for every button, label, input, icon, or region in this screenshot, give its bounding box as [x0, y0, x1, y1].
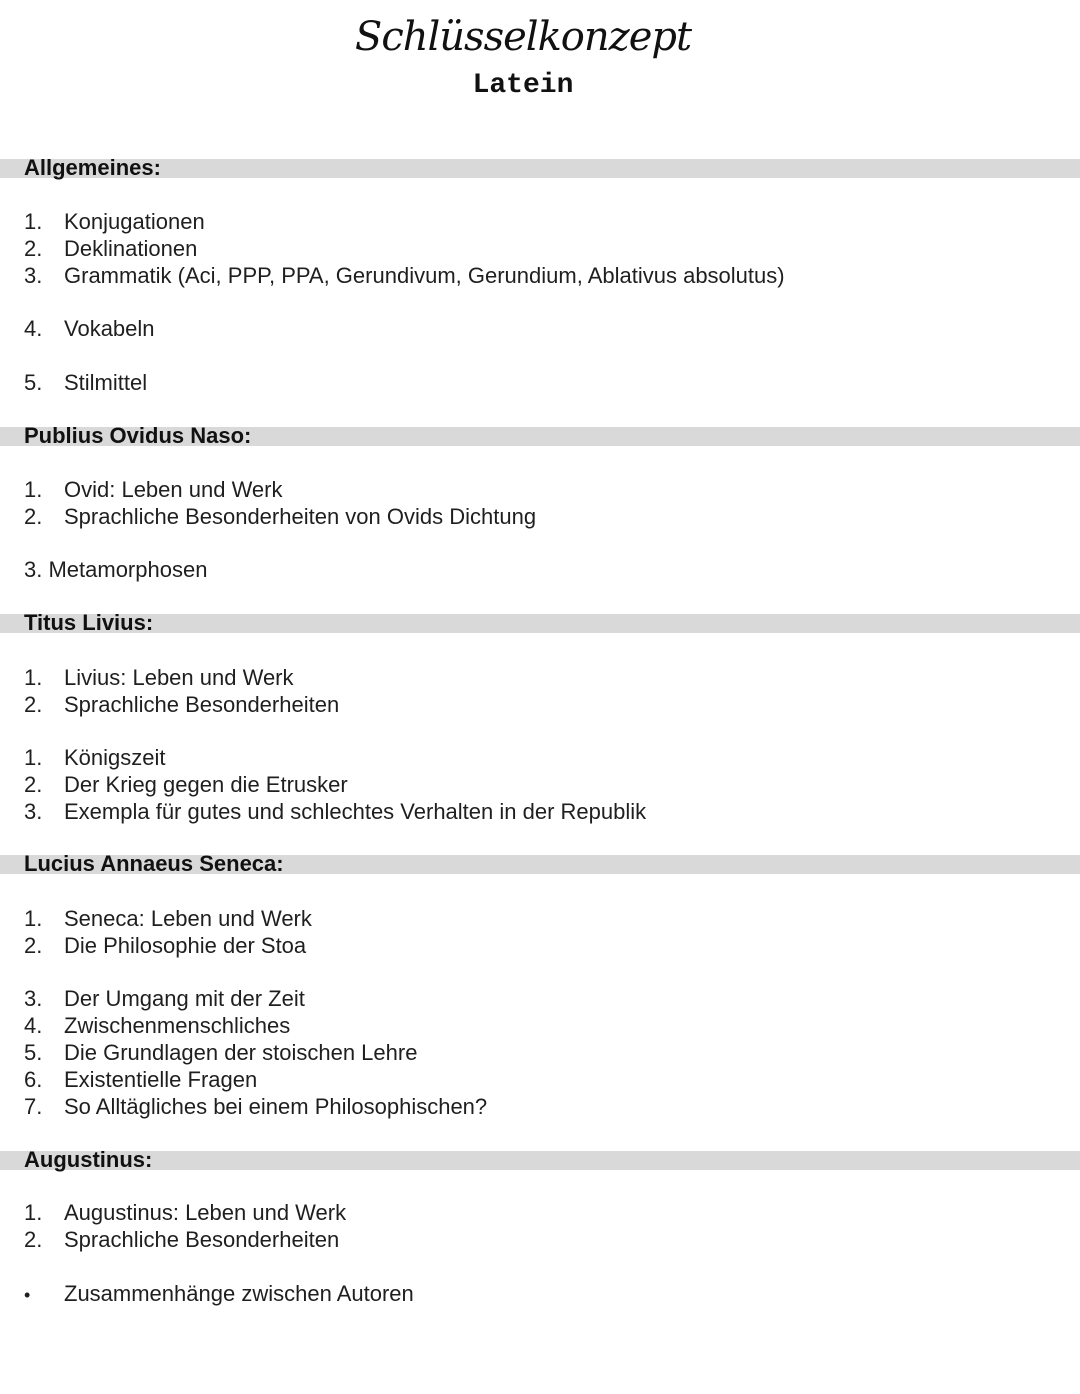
list-item [24, 664, 294, 691]
list-item [24, 208, 205, 235]
item-number: 2. [24, 772, 43, 797]
item-number: 5. [24, 1040, 43, 1065]
item-number: 2. [24, 1227, 43, 1252]
list-item [24, 1226, 339, 1253]
item-text: Exempla für gutes und schlechtes Verhalten in der Republik [64, 799, 647, 824]
item-text: Die Grundlagen der stoischen Lehre [64, 1040, 418, 1065]
item-number: 7. [24, 1094, 43, 1119]
list-item [24, 556, 207, 583]
section-bar-allgemeines [0, 159, 1080, 178]
item-text: So Alltägliches bei einem Philosophischen? [64, 1094, 488, 1119]
list-item [24, 798, 646, 825]
item-text: 3. Metamorphosen [24, 557, 208, 582]
item-number: 6. [24, 1067, 43, 1092]
item-text: Sprachliche Besonderheiten [64, 1227, 340, 1252]
section-heading-allgemeines: Allgemeines: [24, 155, 161, 180]
item-number: 4. [24, 316, 43, 341]
item-number: 2. [24, 236, 43, 261]
item-text: Livius: Leben und Werk [64, 665, 294, 690]
list-item [24, 503, 536, 530]
item-number: 2. [24, 692, 43, 717]
section-bar-livius [0, 614, 1080, 633]
item-text: Zwischenmenschliches [64, 1013, 291, 1038]
list-item [24, 369, 147, 396]
list-item [24, 1039, 417, 1066]
item-text: Vokabeln [64, 316, 155, 341]
section-heading-livius: Titus Livius: [24, 610, 154, 635]
list-item [24, 985, 305, 1012]
list-item [24, 315, 155, 342]
item-text: Existentielle Fragen [64, 1067, 258, 1092]
section-heading-ovid: Publius Ovidus Naso: [24, 423, 252, 448]
item-number: 2. [24, 504, 43, 529]
item-number: 2. [24, 933, 43, 958]
item-number: 1. [24, 745, 43, 770]
item-text: Seneca: Leben und Werk [64, 906, 312, 931]
item-text: Grammatik (Aci, PPP, PPA, Gerundivum, Gerundium, Ablativus absolutus) [64, 263, 785, 288]
handwritten-title: Schlüsselkonzept [354, 14, 692, 60]
item-text: Augustinus: Leben und Werk [64, 1200, 347, 1225]
item-text: Der Umgang mit der Zeit [64, 986, 305, 1011]
list-item [24, 771, 348, 798]
list-item [24, 476, 283, 503]
item-text: Zusammenhänge zwischen Autoren [64, 1281, 414, 1306]
item-number: 1. [24, 906, 43, 931]
item-number: 3. [24, 263, 43, 288]
item-number: 1. [24, 1200, 43, 1225]
list-item [24, 905, 312, 932]
section-heading-seneca: Lucius Annaeus Seneca: [24, 851, 284, 876]
item-number: 3. [24, 799, 43, 824]
item-number: 1. [24, 209, 43, 234]
item-text: Sprachliche Besonderheiten von Ovids Dichtung [64, 504, 537, 529]
list-item [24, 1093, 487, 1120]
list-item [24, 744, 166, 771]
item-text: Konjugationen [64, 209, 205, 234]
item-number: 1. [24, 477, 43, 502]
item-number: 4. [24, 1013, 43, 1038]
list-item [24, 235, 197, 262]
list-item [24, 1012, 290, 1039]
item-text: Deklinationen [64, 236, 198, 261]
list-item [24, 691, 339, 718]
bullet-icon: • [24, 1285, 31, 1305]
list-item [24, 932, 306, 959]
item-text: Die Philosophie der Stoa [64, 933, 307, 958]
section-bar-augustinus [0, 1151, 1080, 1170]
section-heading-augustinus: Augustinus: [24, 1147, 153, 1172]
list-item [24, 1199, 346, 1226]
page-subtitle: Latein [472, 70, 574, 101]
item-number: 5. [24, 370, 43, 395]
bullet-item [24, 1280, 414, 1309]
item-number: 3. [24, 986, 43, 1011]
item-number: 1. [24, 665, 43, 690]
item-text: Königszeit [64, 745, 166, 770]
item-text: Der Krieg gegen die Etrusker [64, 772, 348, 797]
list-item [24, 1066, 257, 1093]
item-text: Stilmittel [64, 370, 148, 395]
item-text: Ovid: Leben und Werk [64, 477, 283, 502]
item-text: Sprachliche Besonderheiten [64, 692, 340, 717]
list-item [24, 262, 785, 289]
